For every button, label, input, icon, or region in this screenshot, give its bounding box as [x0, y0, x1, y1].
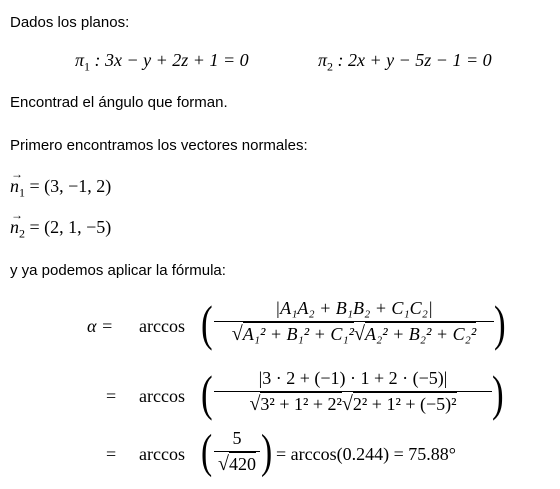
sqrt-icon: √: [231, 323, 243, 345]
vector-arrow-icon: →: [11, 167, 23, 181]
vector-arrow-icon: →: [11, 208, 23, 222]
plane-1-index: 1: [84, 59, 91, 74]
plane-1-symbol: π: [75, 50, 85, 70]
arccos-function: arccos: [139, 386, 185, 406]
step-1-fraction: [214, 298, 494, 346]
right-paren: ): [261, 425, 273, 478]
normal-vector-1: [10, 167, 112, 200]
step-2-den-right: 2² + 1² + (−5)²: [352, 394, 457, 414]
alpha-lhs: α =: [87, 316, 114, 336]
sqrt-icon: √: [249, 393, 261, 415]
derivation-step-2: [0, 366, 560, 426]
sqrt-icon: √: [341, 393, 353, 415]
plane-2-body: : 2x + y − 5z − 1 = 0: [337, 50, 492, 70]
normal-2-symbol: n: [10, 217, 19, 237]
left-paren: (: [201, 365, 213, 421]
equals-sign: =: [106, 386, 117, 406]
normals-intro-text: Primero encontramos los vectores normales:: [10, 137, 308, 154]
sqrt-icon: √: [218, 453, 229, 475]
plane-1-equation: [75, 50, 249, 74]
step-2-den-left: 3² + 1² + 2²: [260, 394, 342, 414]
plane-1-body: : 3x − y + 2z + 1 = 0: [94, 50, 249, 70]
normal-1-value: = (3, −1, 2): [29, 176, 112, 196]
intro-text: Dados los planos:: [10, 14, 130, 31]
arccos-function: arccos: [139, 444, 185, 464]
left-paren: (: [201, 425, 213, 478]
step-3-fraction: [214, 428, 260, 476]
normal-1-symbol: n: [10, 176, 19, 196]
normal-2-value: = (2, 1, −5): [29, 217, 112, 237]
arccos-function: arccos: [139, 316, 185, 336]
step-2-numerator: |3 · 2 + (−1) · 1 + 2 · (−5)|: [258, 368, 448, 388]
derivation-step-1: [0, 296, 560, 356]
step-3-numerator: 5: [232, 428, 242, 448]
normal-1-index: 1: [19, 185, 25, 200]
right-paren: ): [494, 295, 506, 351]
question-text: Encontrad el ángulo que forman.: [10, 94, 228, 111]
step-1-den-right: A₂² + B₂² + C₂²: [364, 324, 477, 344]
derivation-step-3: [0, 424, 560, 484]
plane-2-symbol: π: [318, 50, 328, 70]
plane-2-equation: [318, 50, 492, 74]
normal-2-index: 2: [19, 226, 25, 241]
sqrt-icon: √: [354, 323, 365, 345]
plane-2-index: 2: [327, 59, 334, 74]
equals-sign: =: [106, 444, 117, 464]
right-paren: ): [492, 365, 504, 421]
final-result: = arccos(0.244) = 75.88°: [276, 444, 456, 464]
normal-vector-2: [10, 208, 112, 241]
step-1-numerator: |A₁A₂ + B₁B₂ + C₁C₂|: [275, 298, 433, 318]
formula-intro-text: y ya podemos aplicar la fórmula:: [10, 262, 226, 279]
step-3-denominator: 420: [228, 454, 256, 474]
step-1-den-left: A₁² + B₁² + C₁²: [242, 324, 354, 344]
left-paren: (: [201, 295, 213, 351]
step-2-fraction: [214, 368, 492, 416]
